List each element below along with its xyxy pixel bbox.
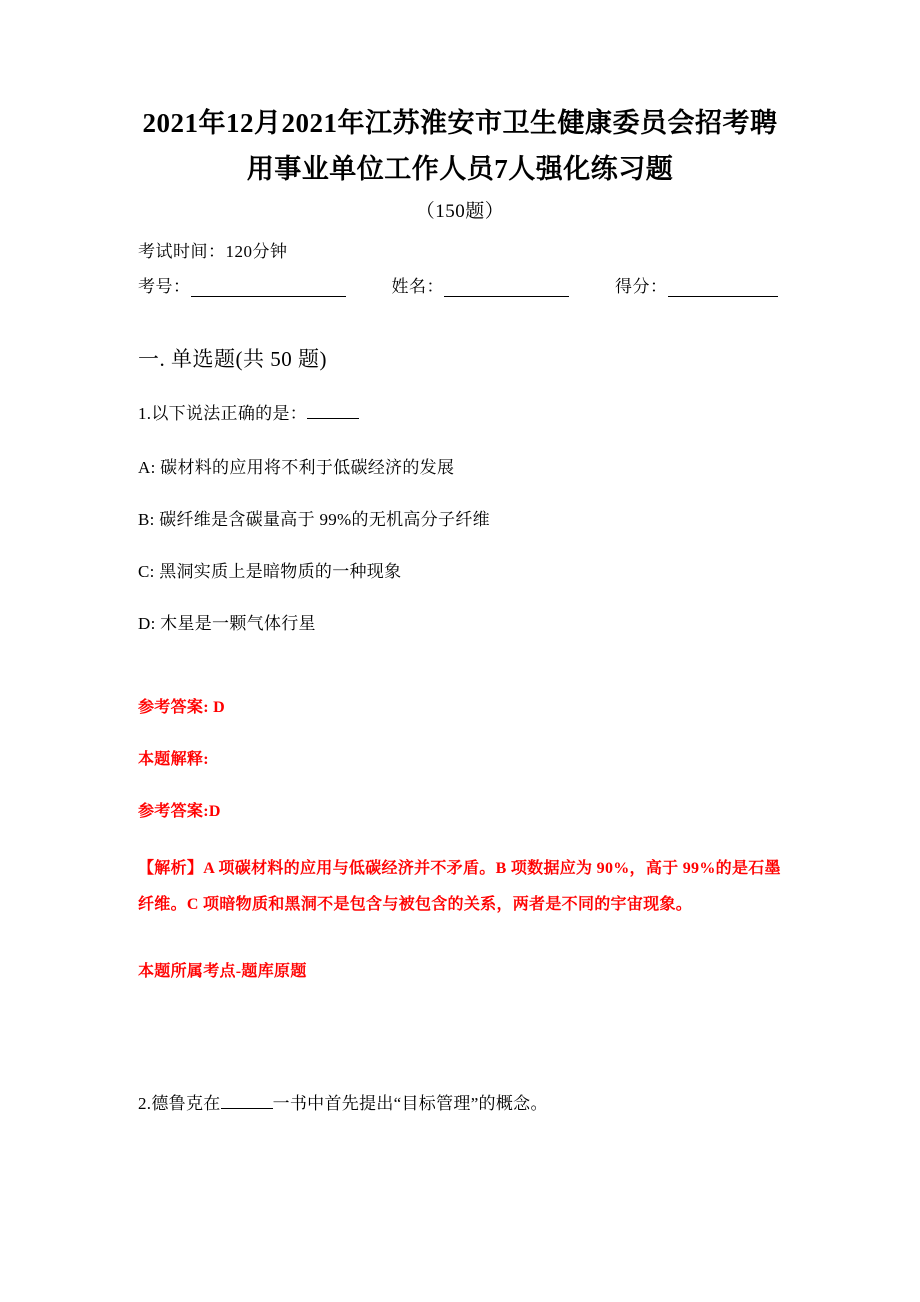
choice-d[interactable]: D: 木星是一颗气体行星 [138, 614, 316, 633]
score-field[interactable] [615, 272, 778, 297]
explanation-text: 【解析】A 项碳材料的应用与低碳经济并不矛盾。B 项数据应为 90%，高于 99%的是石墨纤维。C 项暗物质和黑洞不是包含与被包含的关系，两者是不同的宇宙现象。 [138, 860, 781, 913]
next-question-stem [138, 1089, 782, 1119]
reference-answer: 参考答案: D [138, 699, 225, 716]
exam-time: 考试时间：120分钟 [138, 242, 288, 261]
name-blank[interactable] [444, 282, 569, 297]
question-stem-text: 1.以下说法正确的是： [138, 404, 308, 423]
identity-row [138, 272, 782, 297]
reference-answer-repeat: 参考答案:D [138, 803, 221, 820]
explanation-label: 本题解释: [138, 751, 209, 768]
exam-no-label: 考号： [138, 277, 191, 296]
question-stem [138, 399, 782, 429]
choice-a[interactable]: A: 碳材料的应用将不利于低碳经济的发展 [138, 458, 455, 477]
next-question-stem-head: 2.德鲁克在 [138, 1094, 221, 1113]
score-label: 得分： [615, 277, 668, 296]
choice-c[interactable]: C: 黑洞实质上是暗物质的一种现象 [138, 562, 402, 581]
name-label: 姓名： [391, 277, 444, 296]
question-blank [307, 405, 359, 419]
page-subtitle: （150题） [415, 201, 505, 222]
next-question-stem-tail: 一书中首先提出“目标管理”的概念。 [272, 1094, 548, 1113]
next-question-blank [221, 1095, 273, 1109]
name-field[interactable] [392, 272, 570, 297]
choice-b[interactable]: B: 碳纤维是含碳量高于 99%的无机高分子纤维 [138, 510, 490, 529]
topic-source: 本题所属考点-题库原题 [138, 963, 307, 980]
section-heading: 一. 单选题(共 50 题) [138, 347, 327, 371]
exam-no-field[interactable] [138, 272, 346, 297]
answer-block [138, 695, 782, 985]
exam-no-blank[interactable] [191, 282, 346, 297]
page-title: 2021年12月2021年江苏淮安市卫生健康委员会招考聘用事业单位工作人员7人强化练习题 [142, 108, 778, 184]
score-blank[interactable] [668, 282, 778, 297]
